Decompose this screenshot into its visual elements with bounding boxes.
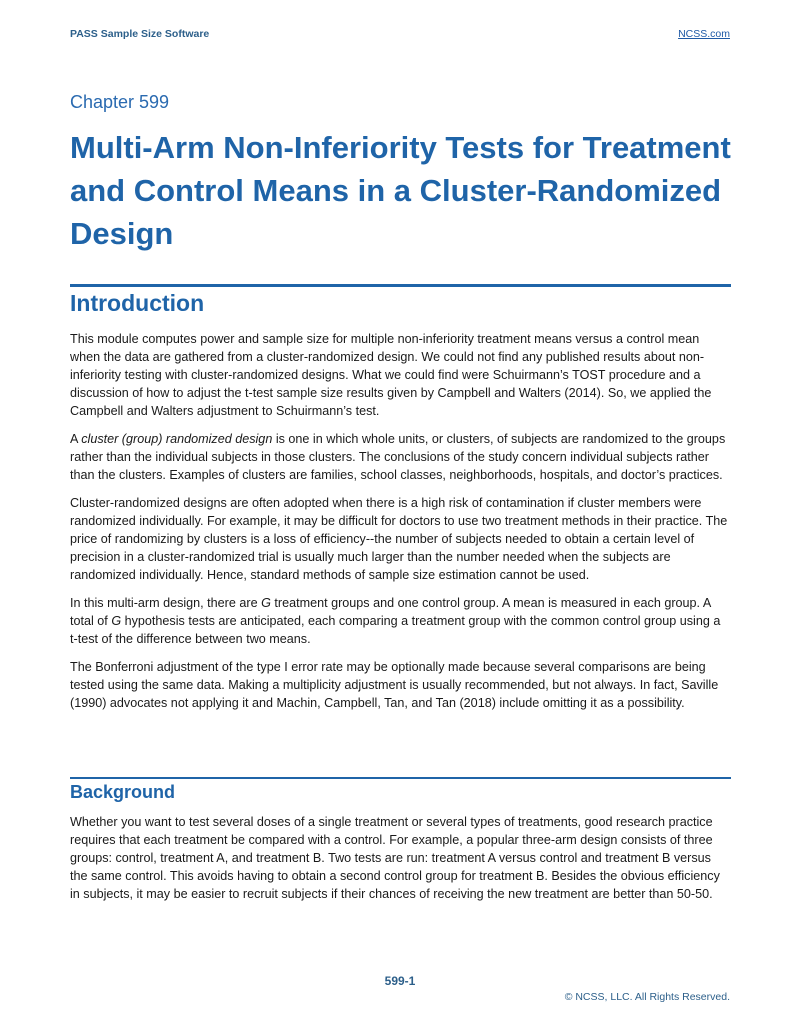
intro-paragraph-1: This module computes power and sample size for multiple non-inferiority treatment means versus a control mean when the data are gathered from a cluster-randomized design. We could not find any published results about non-inferiority testing with cluster-randomized designs. What we could find were Schuirmann’s TOST procedure and a discussion of how to adjust the t-test sample size results given by Campbell and Walters (2014). So, we applied the Campbell and Walters adjustment to Schuirmann’s test. [70, 332, 712, 418]
section-divider [70, 284, 731, 287]
subsection-divider [70, 777, 731, 779]
intro-p4-a: In this multi-arm design, there are [70, 596, 262, 610]
header-product-name: PASS Sample Size Software [70, 28, 210, 40]
intro-paragraph-3: Cluster-randomized designs are often adopted when there is a high risk of contamination if cluster members were randomized individually. For example, it may be difficult for doctors to use two treatment methods in their practice. The price of randomizing by clusters is a loss of efficiency--the number of subjects needed to obtain a certain level of precision in a cluster-randomized trial is usually much larger than the number needed when the subjects are randomized individually. Hence, standard methods of sample size estimation cannot be used. [70, 496, 728, 582]
intro-paragraph-2 [70, 430, 731, 484]
chapter-label: Chapter 599 [70, 92, 170, 112]
intro-p4-g2: G [111, 614, 122, 628]
ncss-site-link[interactable]: NCSS.com [678, 28, 730, 40]
intro-p2-rest: is one in which whole units, or clusters, of subjects are randomized to the groups rather than the individual subjects in those clusters. The conclusions of the study concern individual subjects rather than the clusters. Examples of clusters are families, school classes, neighborhoods, hospitals, and doctor’s practices. [70, 432, 726, 482]
background-paragraph-1: Whether you want to test several doses of a single treatment or several types of treatments, good research practice requires that each treatment be compared with a control. For example, a popular three-arm design consists of three groups: control, treatment A, and treatment B. Two tests are run: treatment A versus control and treatment B versus the same control. This avoids having to obtain a second control group for treatment B. Besides the obvious efficiency in subjects, it may be easier to recruit subjects if their chances of receiving the new treatment are better than 50-50. [70, 815, 720, 901]
intro-paragraph-4 [70, 594, 731, 648]
copyright-notice: © NCSS, LLC. All Rights Reserved. [564, 991, 730, 1003]
intro-p2-lead: A [70, 432, 82, 446]
background-section [70, 813, 731, 913]
page-title: Multi-Arm Non-Inferiority Tests for Treatment and Control Means in a Cluster-Randomized Design [70, 130, 731, 251]
intro-p4-g1: G [261, 596, 271, 610]
introduction-section [70, 330, 731, 722]
introduction-heading: Introduction [70, 290, 205, 316]
intro-paragraph-5: The Bonferroni adjustment of the type I error rate may be optionally made because several comparisons are being tested using the same data. Making a multiplicity adjustment is usually recommended, but not always. In fact, Saville (1990) advocates not applying it and Machin, Campbell, Tan, and Tan (2018) include omitting it as a possibility. [70, 660, 719, 710]
intro-p4-b: treatment groups and one control group. A mean is measured in each group. A total of [70, 596, 711, 628]
intro-p2-term: cluster (group) randomized design [81, 432, 273, 446]
page-number: 599-1 [384, 974, 416, 988]
background-heading: Background [70, 782, 176, 802]
intro-p4-c: hypothesis tests are anticipated, each comparing a treatment group with the common control group using a t-test of the difference between two means. [70, 614, 721, 646]
